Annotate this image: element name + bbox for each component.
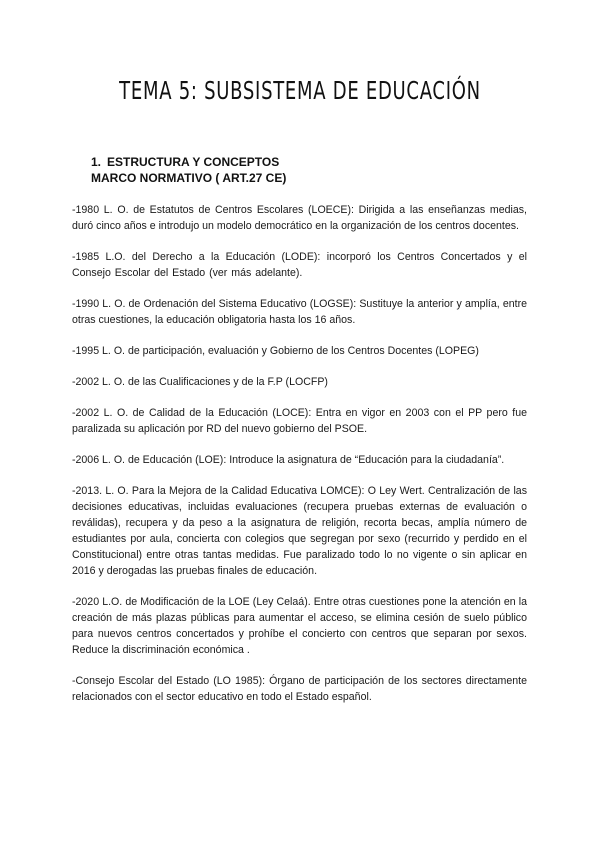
paragraph-lomce: -2013. L. O. Para la Mejora de la Calidad Educativa LOMCE): O Ley Wert. Centralización de las decisiones educativas, incluidas evaluaciones (recupera pruebas externas de evaluación o reválidas), recupera y da peso a la asignatura de religión, recorta becas, amplía número de estudiantes por aula, concierta con colegios que segregan por sexo (recurrido y perdido en el Constitucional) entre otras tantas medidas. Fue paralizado todo lo no vigente o sin aplicar en 2016 y derogadas las pruebas finales de educación. (72, 485, 527, 577)
paragraph-lode: -1985 L.O. del Derecho a la Educación (LODE): incorporó los Centros Concertados y el Consejo Escolar del Estado (ver más adelante). (72, 251, 527, 279)
section-number: 1. (91, 155, 102, 169)
paragraph-lopeg: -1995 L. O. de participación, evaluación y Gobierno de los Centros Docentes (LOPEG) (72, 345, 479, 357)
page-title: TEMA 5: SUBSISTEMA DE EDUCACIÓN (119, 76, 481, 105)
section-title: ESTRUCTURA Y CONCEPTOS (107, 155, 280, 169)
section-subtitle: MARCO NORMATIVO ( ART.27 CE) (91, 171, 287, 185)
paragraph-loece: -1980 L. O. de Estatutos de Centros Escolares (LOECE): Dirigida a las enseñanzas medias, duró cinco años e introdujo un modelo democrático en la organización de los centros docentes. (72, 204, 527, 232)
document-body (72, 202, 527, 720)
paragraph-lomloe: -2020 L.O. de Modificación de la LOE (Ley Celaá). Entre otras cuestiones pone la atención en la creación de más plazas públicas para aumentar el acceso, se elimina cesión de suelo público para nuevos centros concertados y prohíbe el concierto con centros que separan por sexos. Reduce la discriminación económica . (72, 596, 527, 656)
paragraph-logse: -1990 L. O. de Ordenación del Sistema Educativo (LOGSE): Sustituye la anterior y amplía, entre otras cuestiones, la educación obligatoria hasta los 16 años. (72, 298, 527, 326)
paragraph-consejo-escolar: -Consejo Escolar del Estado (LO 1985): Órgano de participación de los sectores directamente relacionados con el sector educativo en todo el Estado español. (72, 675, 527, 703)
paragraph-loce: -2002 L. O. de Calidad de la Educación (LOCE): Entra en vigor en 2003 con el PP pero fue paralizada su aplicación por RD del nuevo gobierno del PSOE. (72, 407, 527, 435)
section-heading (91, 154, 286, 186)
paragraph-locfp: -2002 L. O. de las Cualificaciones y de la F.P (LOCFP) (72, 376, 328, 388)
paragraph-loe: -2006 L. O. de Educación (LOE): Introduce la asignatura de “Educación para la ciudadanía”. (72, 454, 505, 466)
